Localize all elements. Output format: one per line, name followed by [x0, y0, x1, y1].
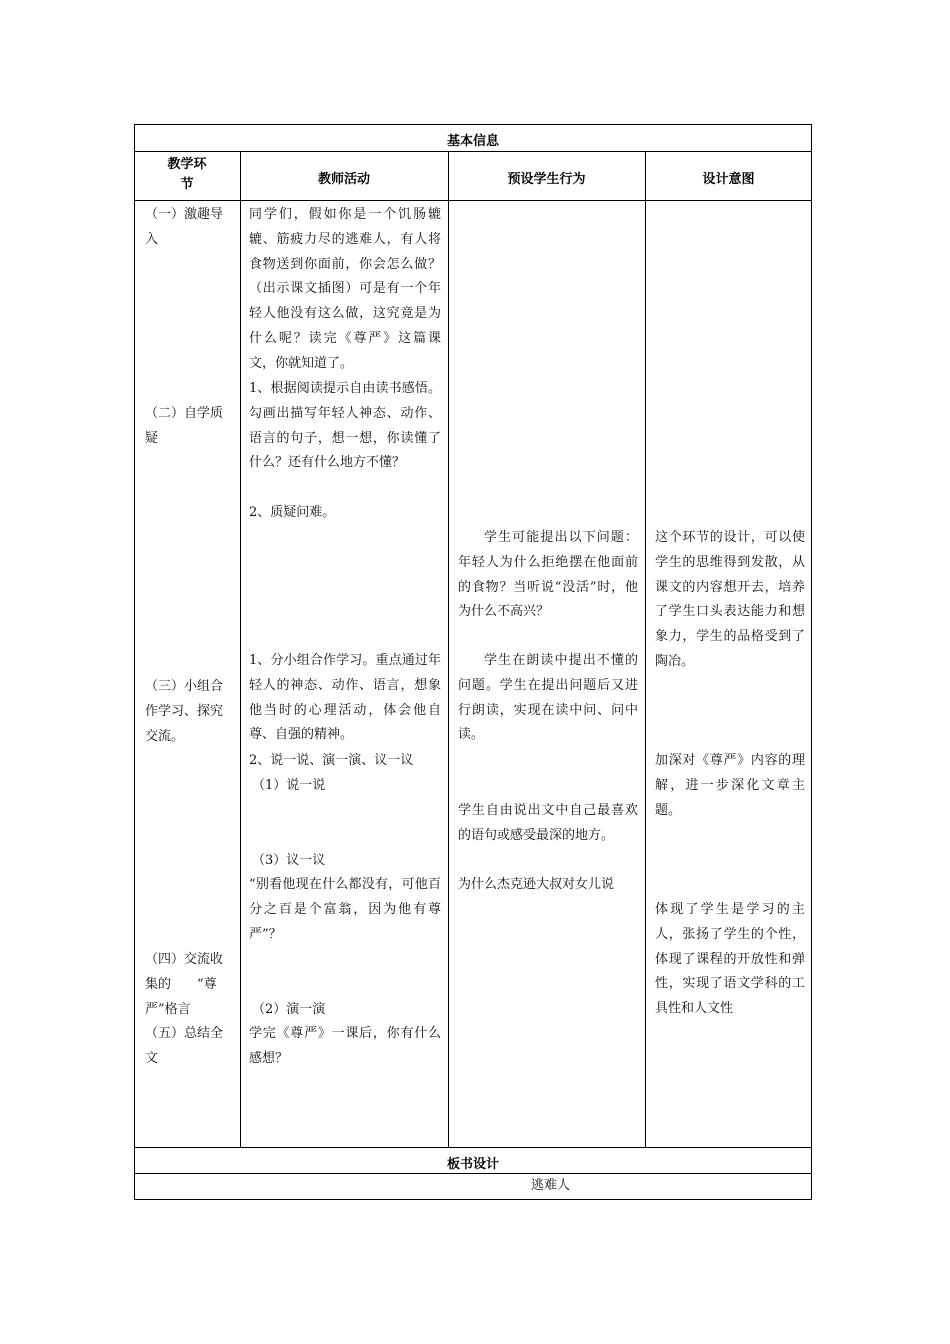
stage-3 — [145, 675, 237, 749]
stage-4 — [145, 948, 237, 1022]
intent-divergent-thinking: 这个环节的设计，可以使学生的思维得到发散，从课文的内容想开去，培养了学生口头表达能力和想象力，学生的品格受到了陶冶。 — [655, 530, 805, 669]
header-stage-line2: 节 — [180, 177, 194, 192]
teacher-act: （2）演一演 — [252, 1002, 326, 1017]
stage-1 — [145, 203, 237, 253]
column-divider — [645, 151, 646, 1147]
stage-1-line1: （一）激趣导 — [145, 207, 224, 222]
stage-2-line1: （二）自学质 — [145, 406, 224, 421]
teacher-group-work: 1、分小组合作学习。重点通过年轻人的神态、动作、语言，想象他当时的心理活动，体会他自尊、自强的精神。 — [249, 653, 441, 743]
column-divider — [448, 151, 449, 1147]
student-favorite-sentences: 学生自由说出文中自己最喜欢的语句或感受最深的地方。 — [458, 803, 638, 843]
table-title: 基本信息 — [446, 134, 499, 149]
teacher-discuss: （3）议一议 — [252, 853, 326, 868]
teacher-self-study: 1、根据阅读提示自由读书感悟。勾画出描写年轻人神态、动作、语言的句子，想一想，你读懂了什么？还有什么地方不懂？ — [249, 381, 441, 471]
header-student: 预设学生行为 — [507, 172, 586, 187]
row-divider — [134, 1147, 812, 1148]
student-questions: 学生可能提出以下问题：年轻人为什么拒绝摆在他面前的食物？当听说“没活”时，他为什么不高兴？ — [458, 530, 638, 620]
stage-3-line1: （三）小组合 — [145, 679, 224, 694]
stage-5-line1: （五）总结全 — [145, 1026, 224, 1041]
teacher-summary-question: 学完《尊严》一课后，你有什么感想？ — [249, 1026, 441, 1066]
board-design-content: 逃难人 — [531, 1178, 571, 1193]
stage-4-line1: （四）交流收 — [145, 952, 224, 967]
teacher-intro: 同学们，假如你是一个饥肠辘辘、筋疲力尽的逃难人，有人将食物送到你面前，你会怎么做？（出示课文插图）可是有一个年轻人他没有这么做，这究竟是为什么呢？读完《尊严》这篇课文，你就知道了。 — [249, 207, 441, 371]
header-intent: 设计意图 — [702, 172, 755, 187]
header-teacher: 教师活动 — [317, 172, 370, 187]
teacher-question: 2、质疑问难。 — [249, 505, 336, 520]
stage-2 — [145, 402, 237, 452]
stage-4-line2: 集的 “尊 — [145, 976, 217, 992]
stage-5-line2: 文 — [145, 1050, 159, 1066]
row-divider — [134, 1173, 812, 1174]
row-divider — [134, 200, 812, 201]
board-design-title: 板书设计 — [446, 1157, 499, 1172]
stage-2-line2: 疑 — [145, 430, 159, 446]
stage-3-line3: 交流。 — [145, 728, 185, 744]
row-divider — [134, 151, 812, 152]
intent-deepen-theme: 加深对《尊严》内容的理解，进一步深化文章主题。 — [655, 753, 805, 818]
stage-5 — [145, 1022, 237, 1072]
header-stage — [134, 155, 240, 195]
header-stage-line1: 教学环 — [167, 157, 207, 172]
teacher-activities: 2、说一说、演一演、议一议 — [249, 753, 414, 768]
student-reading: 学生在朗读中提出不懂的问题。学生在提出问题后又进行朗读，实现在读中问、问中读。 — [458, 653, 638, 743]
stage-4-line3: 严”格言 — [145, 1001, 191, 1017]
stage-3-line2: 作学习、探究 — [145, 703, 224, 719]
student-quote-question: 为什么杰克逊大叔对女儿说 — [458, 877, 615, 892]
stage-1-line2: 入 — [145, 231, 159, 247]
teacher-say: （1）说一说 — [252, 778, 326, 793]
teacher-discuss-quote: “别看他现在什么都没有，可他百分之百是个富翁，因为他有尊严”？ — [249, 877, 441, 942]
intent-student-centered: 体现了学生是学习的主人，张扬了学生的个性，体现了课程的开放性和弹性，实现了语文学科的工具性和人文性 — [655, 902, 805, 1017]
column-divider — [240, 151, 241, 1147]
